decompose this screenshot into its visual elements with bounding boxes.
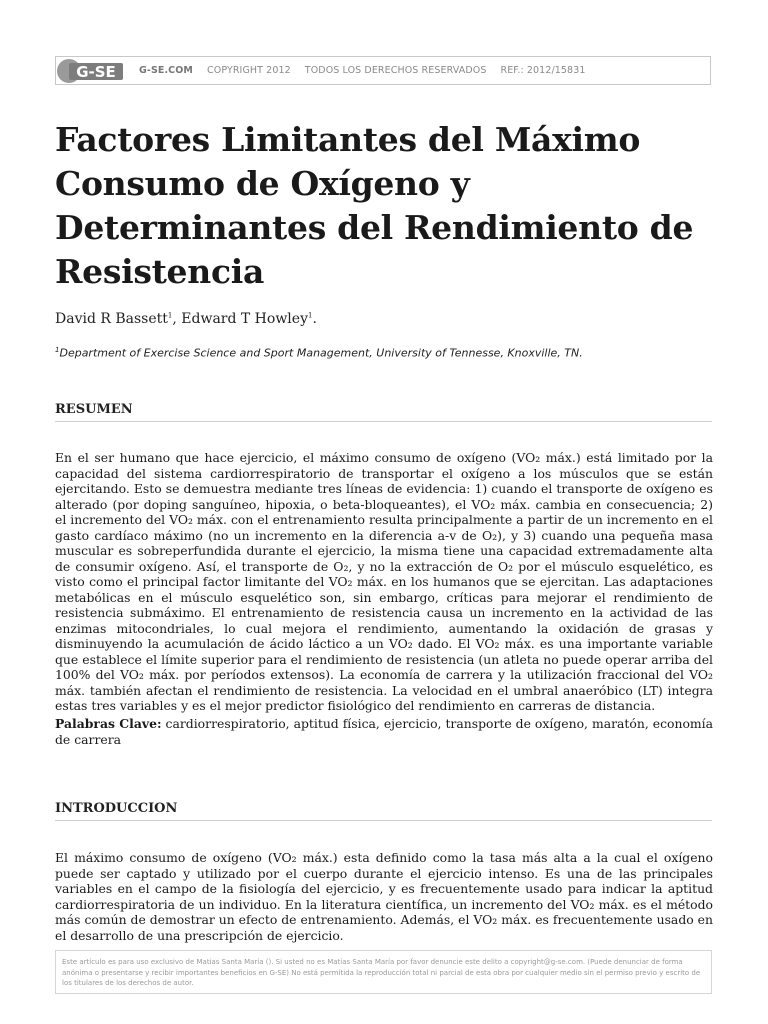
section-heading-introduccion: INTRODUCCION bbox=[55, 801, 712, 821]
copyright-notice: Este artículo es para uso exclusivo de Matías Santa María (). Si usted no es Matías Santa María por favor denuncie este delito a copyright@g-se.com. (Puede denunciar de forma anónima o presentarse y recibir importantes beneficios en G-SE) No está permitida la reproducción total ni parcial de esta obra por cualquier medio sin el permiso previo y escrito de los titulares de los derechos de autor. bbox=[55, 950, 712, 994]
keywords-text: cardiorrespiratorio, aptitud física, ejercicio, transporte de oxígeno, maratón, economía de carrera bbox=[55, 716, 714, 747]
section-heading-resumen: RESUMEN bbox=[55, 402, 712, 422]
logo-text: G-SE bbox=[76, 63, 116, 81]
author-separator: , bbox=[172, 311, 182, 327]
copyright-text: COPYRIGHT 2012 bbox=[207, 65, 291, 76]
rights-text: TODOS LOS DERECHOS RESERVADOS bbox=[304, 65, 487, 76]
author-name: Edward T Howley bbox=[181, 311, 308, 327]
author-affil-sup: 1 bbox=[307, 311, 313, 320]
reference-text: REF.: 2012/15831 bbox=[500, 65, 586, 76]
keywords-label: Palabras Clave: bbox=[55, 716, 162, 731]
intro-paragraph: El máximo consumo de oxígeno (VO₂ máx.) esta definido como la tasa más alta a la cual el oxígeno puede ser captado y utilizado por el cuerpo durante el ejercicio intenso. Es una de las principales variables en el campo de la fisiología del ejercicio, y es frecuentemente usado para indicar la aptitud cardiorrespiratoria de un individuo. En la literatura científica, un incremento del VO₂ máx. es el método más común de demostrar un efecto de entrenamiento. Además, el VO₂ máx. es frecuentemente usado en el desarrollo de una prescripción de ejercicio. bbox=[55, 850, 713, 943]
affiliation-sup: 1 bbox=[55, 346, 60, 354]
site-link[interactable]: G-SE.COM bbox=[139, 65, 193, 76]
article-title: Factores Limitantes del Máximo Consumo de Oxígeno y Determinantes del Rendimiento de Resistencia bbox=[55, 120, 694, 291]
abstract-paragraph: En el ser humano que hace ejercicio, el máximo consumo de oxígeno (VO₂ máx.) está limitado por la capacidad del sistema cardiorrespiratorio de transportar el oxígeno a los músculos que se están ejercitando. Esto se demuestra mediante tres líneas de evidencia: 1) cuando el transporte de oxígeno es alterado (por doping sanguíneo, hipoxia, o beta-bloqueantes), el VO₂ máx. cambia en consecuencia; 2) el incremento del VO₂ máx. con el entrenamiento resulta principalmente a partir de un incremento en el gasto cardíaco máximo (no un incremento en la diferencia a-v de O₂), y 3) cuando una pequeña masa muscular es sobreperfundida durante el ejercicio, la misma tiene una capacidad extremadamente alta de consumir oxígeno. Así, el transporte de O₂, y no la extracción de O₂ por el músculo esquelético, es visto como el principal factor limitante del VO₂ máx. en los humanos que se ejercitan. Las adaptaciones metabólicas en el músculo esquelético son, sin embargo, críticas para mejorar el rendimiento de resistencia submáximo. El entrenamiento de resistencia causa un incremento en la actividad de las enzimas mitocondriales, lo cual mejora el rendimiento, aumentando la oxidación de grasas y disminuyendo la acumulación de ácido láctico a un VO₂ dado. El VO₂ máx. es una importante variable que establece el límite superior para el rendimiento de resistencia (un atleta no puede operar arriba del 100% del VO₂ máx. por períodos extensos). La economía de carrera y la utilización fraccional del VO₂ máx. también afectan el rendimiento de resistencia. La velocidad en el umbral anaeróbico (LT) integra estas tres variables y es el mejor predictor fisiológico del rendimiento en carreras de distancia. bbox=[55, 450, 713, 713]
author-name: David R Bassett bbox=[55, 311, 168, 327]
header-items bbox=[139, 65, 596, 76]
author-affil-sup: 1 bbox=[167, 311, 173, 320]
header-bar bbox=[55, 56, 711, 85]
gse-logo bbox=[56, 58, 126, 84]
author-end: . bbox=[312, 311, 317, 327]
authors-line bbox=[55, 311, 317, 327]
keywords bbox=[55, 716, 713, 747]
affiliation bbox=[55, 346, 583, 360]
affiliation-text: Department of Exercise Science and Sport Management, University of Tennesse, Knoxville, TN. bbox=[59, 346, 583, 360]
